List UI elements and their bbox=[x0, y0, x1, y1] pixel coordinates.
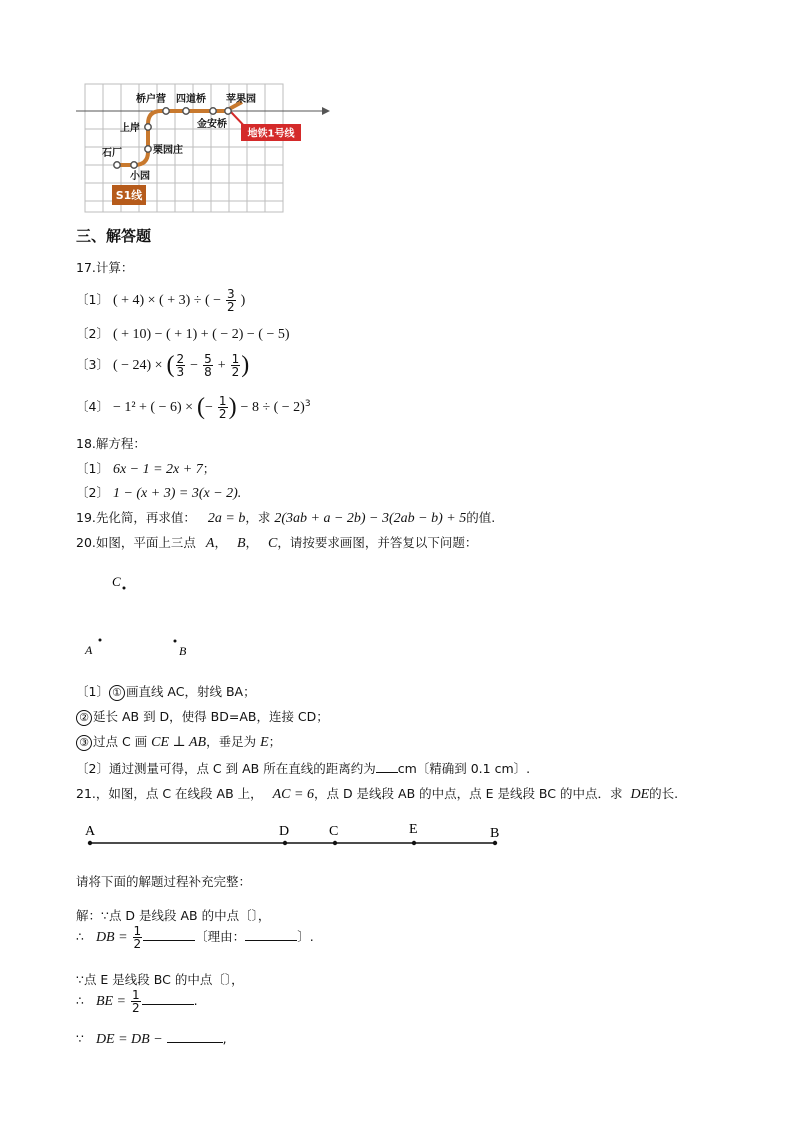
station-marker bbox=[145, 146, 151, 152]
q21-sol4-therefore: ∴ bbox=[76, 993, 84, 1008]
q18-p2-label: 〔2〕 bbox=[76, 485, 109, 500]
q21-target: DE bbox=[630, 787, 650, 802]
segment-point-e bbox=[412, 841, 416, 845]
q20-point-b: B bbox=[236, 536, 246, 551]
q18-p1-label: 〔1〕 bbox=[76, 461, 109, 476]
q20-s3-circle: ③ bbox=[76, 735, 92, 751]
q21-sol5-because: ∵ bbox=[76, 1031, 84, 1046]
q20-step1 bbox=[76, 682, 256, 701]
q17-title: 17.计算： bbox=[76, 260, 134, 275]
q20-step3 bbox=[76, 732, 281, 751]
station-marker bbox=[210, 108, 216, 114]
s1-badge-label: S1线 bbox=[115, 189, 143, 202]
q21-sol4-fraction: $\frac{1}{2}$ bbox=[131, 988, 140, 1015]
q17-p2-label: 〔2〕 bbox=[76, 326, 109, 341]
q21-sol2-therefore: ∴ bbox=[76, 929, 84, 944]
q20-point-b-dot bbox=[174, 640, 177, 643]
q17-part3: 〔3〕 ( − 24) × ( $\frac{2}{3}$ − $\frac{5}{8}$ + $\frac{1}{2}$ ) bbox=[76, 352, 250, 379]
q20-line bbox=[76, 533, 477, 552]
segment-label-b: B bbox=[490, 826, 500, 841]
q20-s1-circle: ① bbox=[109, 685, 125, 701]
q20-s3-math: CE ⊥ AB bbox=[151, 735, 207, 750]
q17-p3-frac2: $\frac{5}{8}$ bbox=[204, 352, 212, 379]
q21-segment-figure bbox=[80, 818, 510, 852]
q20-part2 bbox=[76, 759, 530, 777]
q18-p2-equation: 1 − (x + 3) = 3(x − 2). bbox=[112, 486, 242, 501]
q21-sol4-blank[interactable] bbox=[142, 992, 194, 1005]
subway-badge-label: 地铁1号线 bbox=[247, 128, 295, 140]
station-label-xiaoyuan: 小园 bbox=[130, 171, 150, 182]
q18-p1-semicolon: ； bbox=[202, 461, 216, 476]
q19-condition: 2a = b bbox=[207, 511, 246, 526]
q20-p2-text-a: 通过测量可得，点 C 到 AB 所在直线的距离约为 bbox=[108, 761, 376, 776]
station-marker bbox=[145, 124, 151, 130]
q20-point-c: C bbox=[268, 536, 278, 551]
segment-label-d: D bbox=[279, 824, 290, 839]
q18-part1 bbox=[76, 459, 215, 478]
q17-p4-expr-b: − 8 ÷ ( − 2) bbox=[240, 400, 305, 415]
q20-point-a-dot bbox=[99, 639, 102, 642]
segment-label-e: E bbox=[409, 822, 418, 837]
q21-line bbox=[76, 784, 678, 803]
segment-point-d bbox=[283, 841, 287, 845]
map-axis-arrow bbox=[322, 107, 330, 115]
station-label-jinanqiao: 金安桥 bbox=[197, 119, 227, 130]
q20-p2-text-b: cm〔精确到 0.1 cm〕. bbox=[397, 761, 531, 776]
q17-p4-exponent: 3 bbox=[304, 398, 311, 409]
q17-p4-neg: − bbox=[205, 400, 213, 415]
q21-sol2 bbox=[76, 925, 314, 950]
q21-prefix: 21.，如图，点 C 在线段 AB 上， bbox=[76, 786, 263, 801]
segment-point-c bbox=[333, 841, 337, 845]
q19-line bbox=[76, 508, 495, 527]
q20-point-c-dot bbox=[123, 587, 126, 590]
q20-answer-blank[interactable] bbox=[376, 760, 398, 773]
q21-sol2-blank[interactable] bbox=[143, 928, 195, 941]
q21-sol2-end: 〕. bbox=[297, 929, 314, 944]
q17-p1-fraction: $\frac{3}{2}$ bbox=[227, 287, 235, 314]
q21-suffix: 的长. bbox=[649, 786, 679, 801]
q19-suffix: 的值. bbox=[466, 510, 496, 525]
station-marker bbox=[131, 162, 137, 168]
q20-fig-label-a: A bbox=[85, 643, 93, 657]
metro-map bbox=[76, 82, 332, 214]
q18-p1-equation: 6x − 1 = 2x + 7 bbox=[112, 462, 203, 477]
station-label-qiaohuying: 桥户营 bbox=[136, 94, 166, 105]
q20-fig-label-b: B bbox=[179, 644, 187, 658]
q17-p2-expr: ( + 10) − ( + 1) + ( − 2) − ( − 5) bbox=[112, 327, 290, 342]
q17-p3-minus: − bbox=[190, 358, 199, 373]
q17-p1-expr-a: ( + 4) × ( + 3) ÷ ( − bbox=[112, 293, 222, 308]
segment-label-a: A bbox=[85, 824, 96, 839]
q17-p1-expr-b: ) bbox=[240, 293, 246, 308]
station-marker bbox=[163, 108, 169, 114]
q20-prefix: 20.如图，平面上三点 bbox=[76, 535, 196, 550]
station-label-lizhuang: 栗园庄 bbox=[153, 145, 183, 156]
station-marker bbox=[183, 108, 189, 114]
q21-sol5-math: DE = DB − bbox=[95, 1032, 163, 1047]
q21-condition: AC = 6 bbox=[272, 787, 314, 802]
q20-step2 bbox=[76, 707, 329, 726]
q19-prefix: 19.先化简，再求值： bbox=[76, 510, 196, 525]
station-label-pingguoyuan: 苹果园 bbox=[226, 94, 256, 105]
q21-sol2-fraction: $\frac{1}{2}$ bbox=[133, 924, 142, 951]
q20-s2-text: 延长 AB 到 D，使得 BD=AB，连接 CD； bbox=[93, 709, 329, 724]
q20-fig-label-c: C bbox=[112, 574, 121, 589]
q17-p4-fraction: $\frac{1}{2}$ bbox=[218, 394, 227, 421]
q21-sol3: ∵点 E 是线段 BC 的中点〔〕， bbox=[76, 972, 244, 987]
q17-p4-label: 〔4〕 bbox=[76, 399, 109, 414]
q18-title: 18.解方程： bbox=[76, 436, 146, 451]
q20-s3-text-b: ，垂足为 bbox=[206, 734, 257, 749]
q17-p3-frac1: $\frac{2}{3}$ bbox=[176, 352, 185, 379]
q17-p3-plus: + bbox=[217, 358, 226, 373]
q21-fill-intro: 请将下面的解题过程补充完整： bbox=[76, 874, 252, 889]
q20-figure bbox=[80, 568, 200, 660]
q17-p3-frac3: $\frac{1}{2}$ bbox=[231, 352, 240, 379]
q20-s3-e: E bbox=[260, 735, 269, 750]
q20-s3-text-a: 过点 C 画 bbox=[93, 734, 148, 749]
q20-sep: ， bbox=[245, 535, 259, 550]
q20-s1-label: 〔1〕 bbox=[76, 684, 109, 699]
q21-sol2-math: DB = bbox=[95, 930, 128, 945]
q21-sol5-blank[interactable] bbox=[167, 1030, 223, 1043]
segment-point-b bbox=[493, 841, 497, 845]
q17-p1-label: 〔1〕 bbox=[76, 292, 109, 307]
station-label-shangan: 上岸 bbox=[120, 123, 140, 134]
q20-point-a: A bbox=[205, 536, 215, 551]
q21-sol5 bbox=[76, 1030, 227, 1048]
q20-s1-text: 画直线 AC，射线 BA； bbox=[125, 684, 256, 699]
segment-label-c: C bbox=[329, 824, 339, 839]
q20-sep: ， bbox=[214, 535, 227, 550]
q21-sol4-end: . bbox=[193, 993, 198, 1008]
station-marker bbox=[225, 108, 231, 114]
q21-mid: ，点 D 是线段 AB 的中点，点 E 是线段 BC 的中点．求 bbox=[313, 786, 623, 801]
q21-sol2-reason-blank[interactable] bbox=[245, 928, 297, 941]
q20-s3-end: ； bbox=[268, 734, 282, 749]
q21-sol5-end: , bbox=[222, 1031, 227, 1046]
q20-suffix: ，请按要求画图，并答复以下问题： bbox=[277, 535, 478, 550]
q17-p4-expr-a: − 1² + ( − 6) × bbox=[112, 400, 194, 415]
q17-part2 bbox=[76, 324, 290, 343]
q21-sol2-reason: 〔理由： bbox=[195, 929, 246, 944]
q18-part2 bbox=[76, 483, 241, 502]
q20-s2-circle: ② bbox=[76, 710, 92, 726]
section-title: 三、解答题 bbox=[76, 227, 152, 245]
station-label-sidaoqiao: 四道桥 bbox=[176, 94, 206, 105]
station-marker bbox=[114, 162, 120, 168]
q21-sol1: 解：∵点 D 是线段 AB 的中点〔〕， bbox=[76, 908, 271, 923]
q21-sol4 bbox=[76, 989, 198, 1014]
segment-point-a bbox=[88, 841, 92, 845]
q19-expression: 2(3ab + a − 2b) − 3(2ab − b) + 5 bbox=[274, 511, 467, 526]
q21-sol4-math: BE = bbox=[95, 994, 126, 1009]
q17-p3-expr-a: ( − 24) × bbox=[112, 358, 163, 373]
q17-p3-label: 〔3〕 bbox=[76, 357, 109, 372]
q17-part1 bbox=[76, 288, 245, 313]
q17-part4: 〔4〕 − 1² + ( − 6) × (− $\frac{1}{2}$ ) − 8 ÷ ( − 2)$^3$ bbox=[76, 394, 311, 421]
q20-p2-label: 〔2〕 bbox=[76, 761, 109, 776]
station-label-shichang: 石厂 bbox=[102, 148, 122, 159]
q19-mid: ，求 bbox=[245, 510, 271, 525]
